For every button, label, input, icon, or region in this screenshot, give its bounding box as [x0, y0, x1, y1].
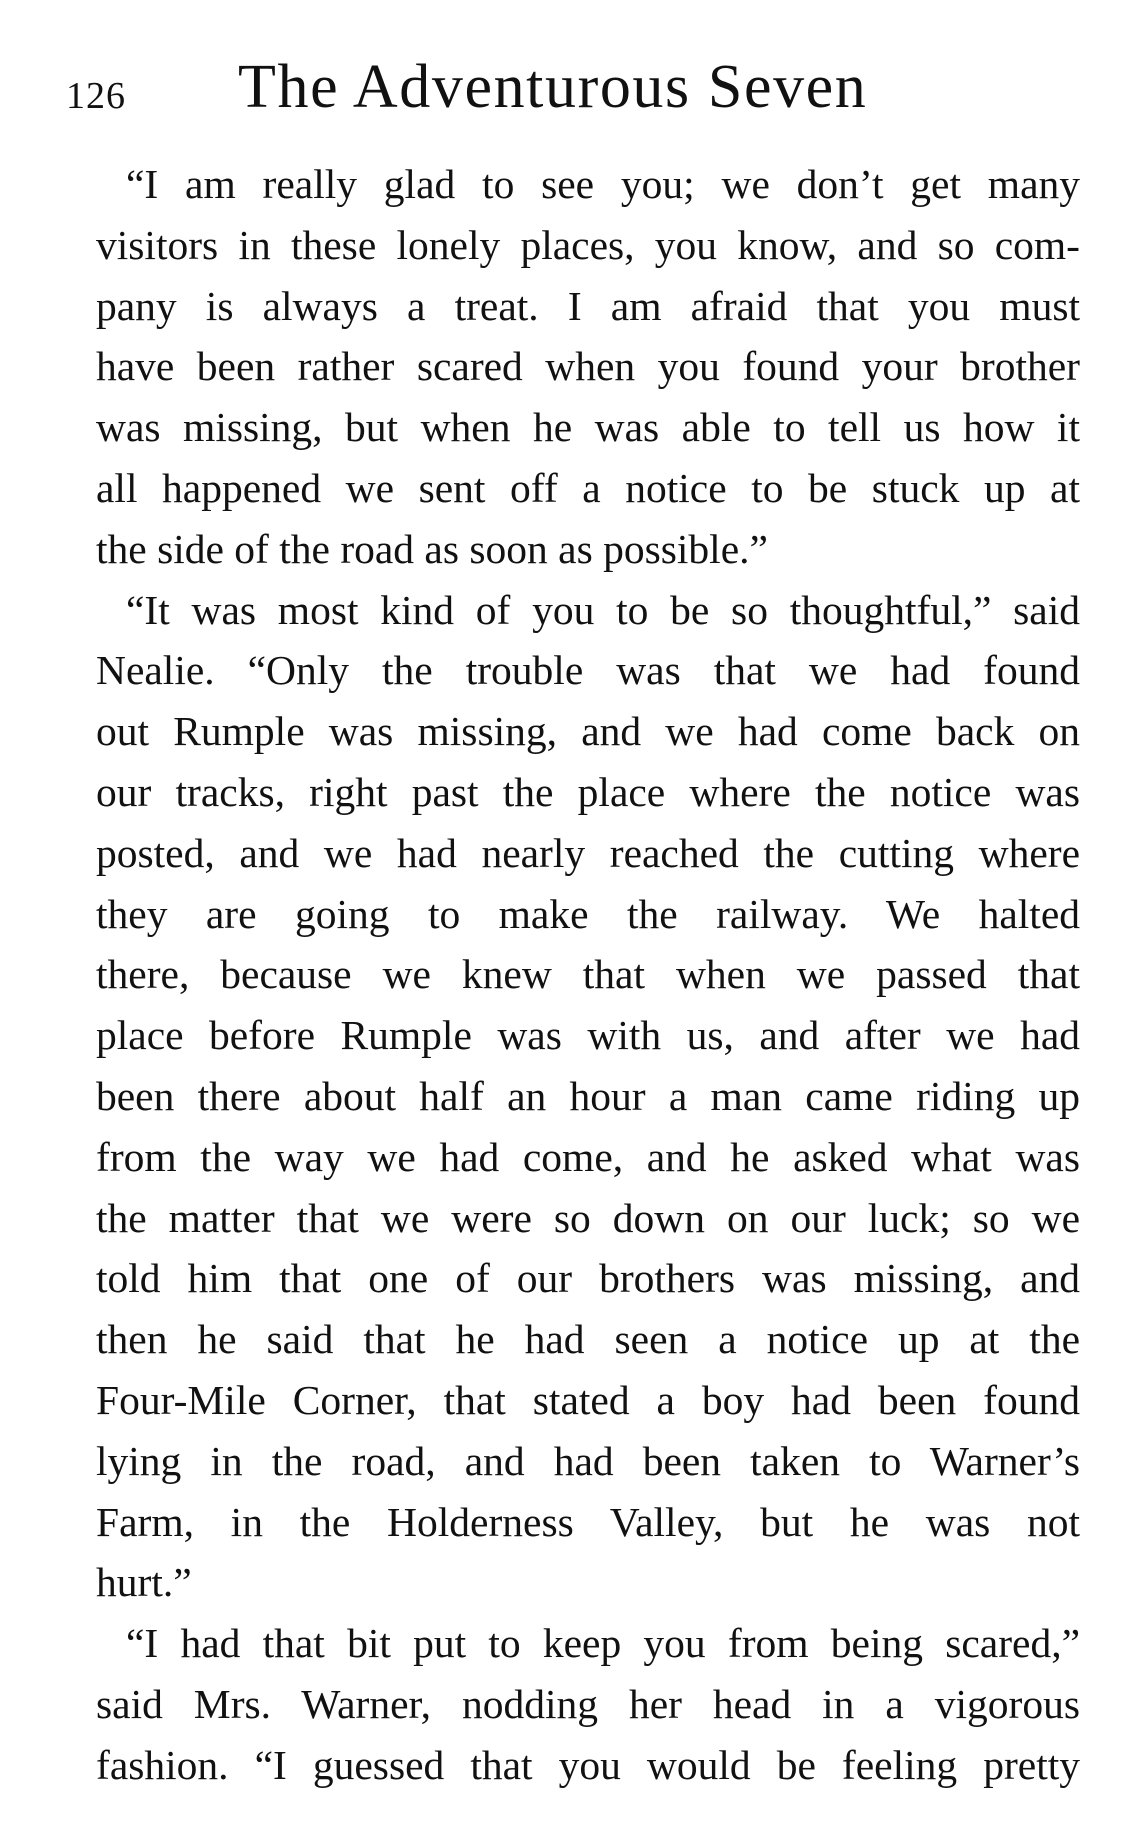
text-line: was missing, but when he was able to tell us how it [96, 404, 1080, 451]
paragraph-3 [66, 1613, 1080, 1795]
running-title: The Adventurous Seven [238, 53, 868, 121]
text-line: Farm, in the Holderness Valley, but he was not [96, 1498, 1080, 1545]
text-line: they are going to make the railway. We halted [96, 890, 1080, 937]
text-line: have been rather scared when you found your brother [96, 343, 1080, 390]
page-number: 126 [66, 75, 126, 117]
text-line: “It was most kind of you to be so thoughtful,” said [126, 586, 1080, 633]
text-line: “I am really glad to see you; we don’t get many [126, 161, 1080, 207]
text-line: posted, and we had nearly reached the cutting where [96, 829, 1080, 876]
text-line: from the way we had come, and he asked what was [96, 1133, 1080, 1180]
text-line: hurt.” [96, 1559, 192, 1606]
text-line: lying in the road, and had been taken to Warner’s [96, 1437, 1080, 1484]
text-line: all happened we sent off a notice to be stuck up at [96, 464, 1080, 511]
paragraph-2 [66, 580, 1080, 1614]
body-text [66, 154, 1080, 1796]
text-line: Four-Mile Corner, that stated a boy had been found [96, 1376, 1080, 1423]
text-line: Nealie. “Only the trouble was that we had found [96, 647, 1080, 694]
text-line: fashion. “I guessed that you would be feeling pretty [96, 1741, 1080, 1788]
text-line: said Mrs. Warner, nodding her head in a vigorous [96, 1680, 1080, 1727]
paragraph-1 [66, 154, 1080, 580]
text-line: out Rumple was missing, and we had come back on [96, 708, 1080, 755]
text-line: visitors in these lonely places, you know, and so com- [96, 221, 1080, 268]
text-line: pany is always a treat. I am afraid that you must [96, 282, 1080, 329]
text-line: “I had that bit put to keep you from being scared,” [126, 1620, 1080, 1667]
text-line: the matter that we were so down on our luck; so we [96, 1194, 1080, 1241]
book-page [66, 0, 1080, 1848]
page-header [66, 52, 1080, 132]
text-line: told him that one of our brothers was missing, and [96, 1255, 1080, 1302]
text-line: been there about half an hour a man came riding up [96, 1072, 1080, 1119]
text-line: place before Rumple was with us, and after we had [96, 1012, 1080, 1059]
text-line: our tracks, right past the place where the notice was [96, 768, 1080, 815]
text-line: then he said that he had seen a notice up at the [96, 1316, 1080, 1363]
text-line: the side of the road as soon as possible.” [96, 525, 768, 572]
text-line: there, because we knew that when we passed that [96, 951, 1080, 998]
